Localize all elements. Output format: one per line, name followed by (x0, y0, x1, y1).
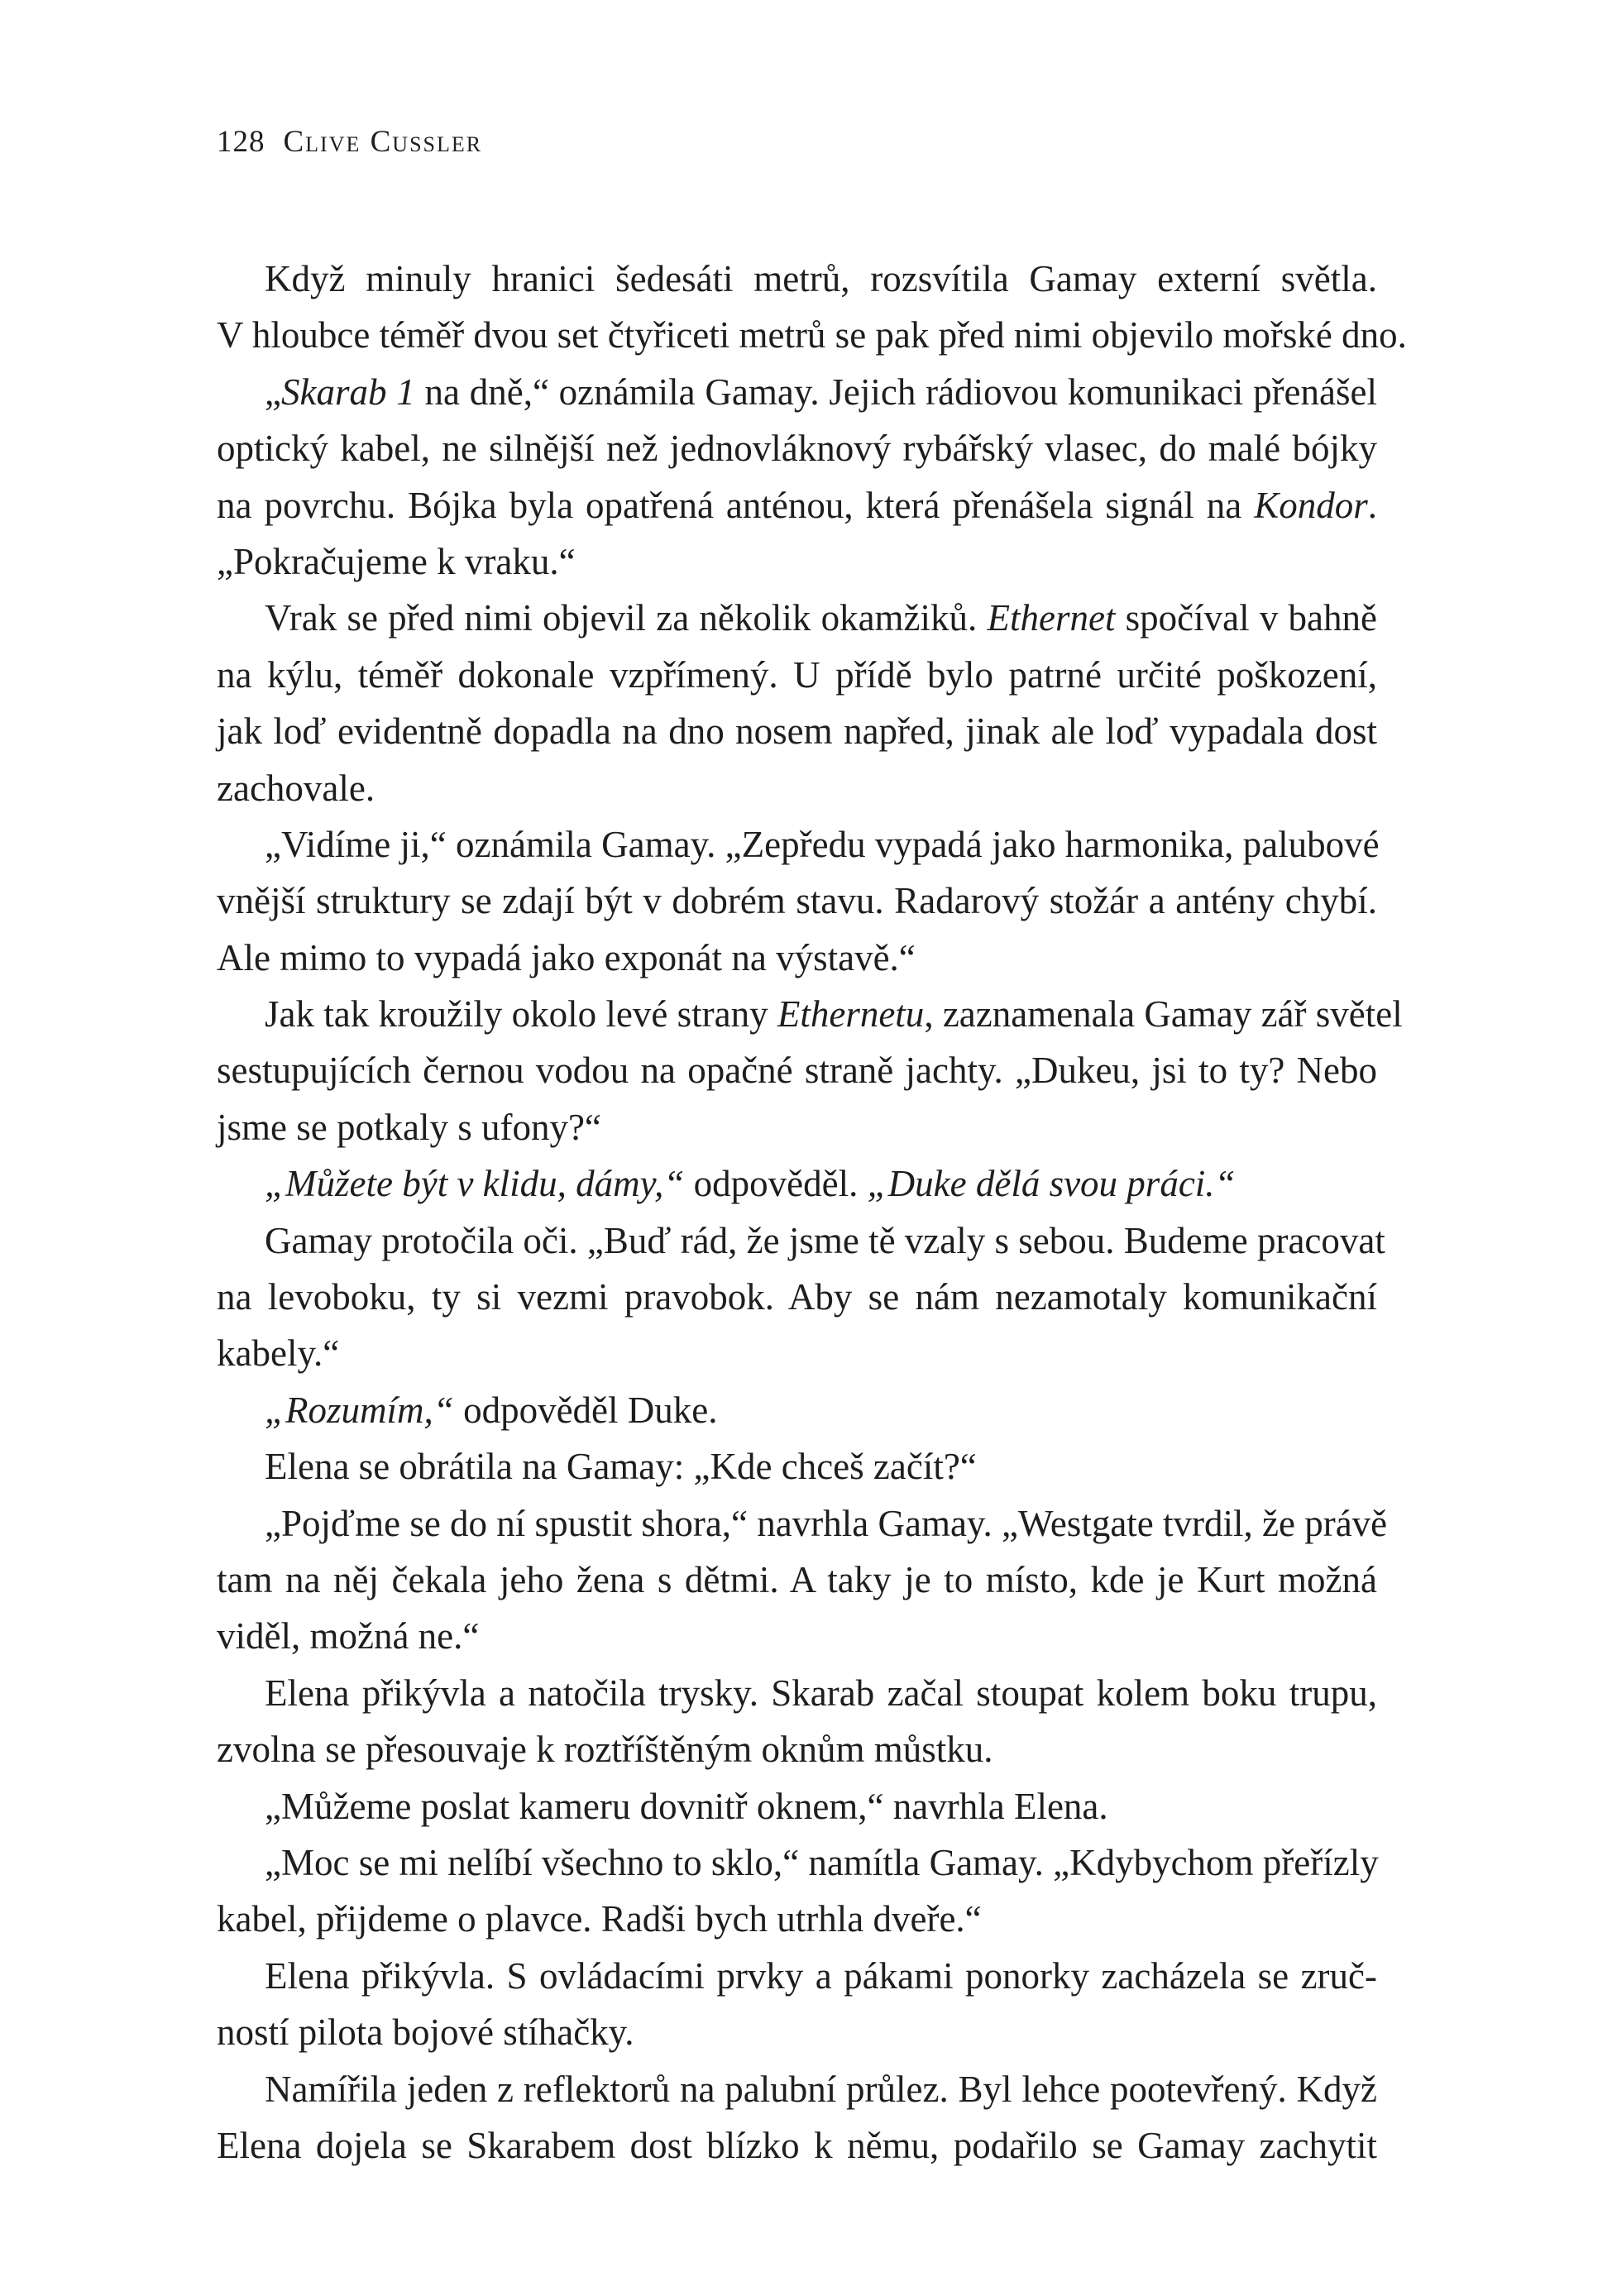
text-line: viděl, možná ne.“ (217, 1615, 480, 1657)
text-line: Elena přikývla. S ovládacími prvky a pákami ponorky zacházela se zruč- (265, 1954, 1377, 1997)
text-line: vnější struktury se zdají být v dobrém stavu. Radarový stožár a antény chybí. (217, 880, 1377, 922)
text-line: na povrchu. Bójka byla opatřená anténou, která přenášela signál na Kondor. (217, 484, 1377, 526)
italic-text: Skarab 1 (280, 371, 415, 413)
text-line: „Skarab 1 na dně,“ oznámila Gamay. Jejich rádiovou komunikaci přenášel (265, 371, 1377, 413)
text-line: sestupujících černou vodou na opačné straně jachty. „Dukeu, jsi to ty? Nebo (217, 1050, 1377, 1092)
text-line: „Rozumím,“ odpověděl Duke. (265, 1389, 718, 1431)
text-line: V hloubce téměř dvou set čtyřiceti metrů se pak před nimi objevilo mořské dno. (217, 314, 1407, 356)
italic-text: „Duke dělá svou práci.“ (867, 1163, 1236, 1205)
text-line: Elena přikývla a natočila trysky. Skarab začal stoupat kolem boku trupu, (265, 1672, 1377, 1714)
text-line: „Můžete být v klidu, dámy,“ odpověděl. „Duke dělá svou práci.“ (265, 1163, 1236, 1205)
text-line: tam na něj čekala jeho žena s dětmi. A taky je to místo, kde je Kurt možná (217, 1558, 1377, 1600)
italic-text: „Rozumím,“ (265, 1389, 454, 1431)
italic-text: Ethernet (987, 597, 1116, 639)
text-line: „Moc se mi nelíbí všechno to sklo,“ namítla Gamay. „Kdybychom přeřízly (265, 1841, 1379, 1883)
text-line: Když minuly hranici šedesáti metrů, rozsvítila Gamay externí světla. (265, 258, 1377, 299)
text-line: Ale mimo to vypadá jako exponát na výstavě.“ (217, 936, 916, 978)
text-line: ností pilota bojové stíhačky. (217, 2011, 634, 2054)
text-line: na kýlu, téměř dokonale vzpřímený. U přídě bylo patrné určité poškození, (217, 653, 1377, 696)
text-line: „Vidíme ji,“ oznámila Gamay. „Zepředu vypadá jako harmonika, palubové (265, 823, 1380, 865)
text-line: „Můžeme poslat kameru dovnitř oknem,“ navrhla Elena. (265, 1785, 1108, 1827)
text-line: „Pojďme se do ní spustit shora,“ navrhla Gamay. „Westgate tvrdil, že právě (265, 1502, 1388, 1544)
text-line: zvolna se přesouvaje k roztříštěným oknům můstku. (217, 1729, 993, 1771)
text-line: kabely.“ (217, 1332, 340, 1375)
text-line: Elena se obrátila na Gamay: „Kde chceš začít?“ (265, 1446, 977, 1488)
text-line: Elena dojela se Skarabem dost blízko k němu, podařilo se Gamay zachytit (217, 2124, 1377, 2166)
running-head (217, 124, 482, 160)
italic-text: Ethernetu (777, 993, 925, 1036)
text-line: jsme se potkaly s ufony?“ (217, 1106, 601, 1148)
text-line: Namířila jeden z reflektorů na palubní průlez. Byl lehce pootevřený. Když (265, 2068, 1377, 2110)
text-line: zachovale. (217, 767, 375, 809)
text-line: na levoboku, ty si vezmi pravobok. Aby se nám nezamotaly komunikační (217, 1276, 1377, 1318)
page-number: 128 (217, 125, 265, 159)
text-line: kabel, přijdeme o plavce. Radši bych utrhla dveře.“ (217, 1898, 982, 1940)
text-line: Gamay protočila oči. „Buď rád, že jsme tě vzaly s sebou. Budeme pracovat (265, 1219, 1385, 1261)
text-line: Vrak se před nimi objevil za několik okamžiků. Ethernet spočíval v bahně (265, 597, 1377, 639)
text-line: optický kabel, ne silnější než jednovláknový rybářský vlasec, do malé bójky (217, 428, 1377, 470)
text-line: „Pokračujeme k vraku.“ (217, 540, 576, 582)
text-line: jak loď evidentně dopadla na dno nosem napřed, jinak ale loď vypadala dost (217, 710, 1377, 753)
italic-text: „Můžete být v klidu, dámy,“ (265, 1163, 685, 1205)
body-text (217, 251, 1407, 2174)
author-name: Clive Cussler (283, 125, 483, 159)
text-line: Jak tak kroužily okolo levé strany Ethernetu, zaznamenala Gamay zář světel (265, 993, 1403, 1036)
italic-text: Kondor (1254, 484, 1368, 526)
